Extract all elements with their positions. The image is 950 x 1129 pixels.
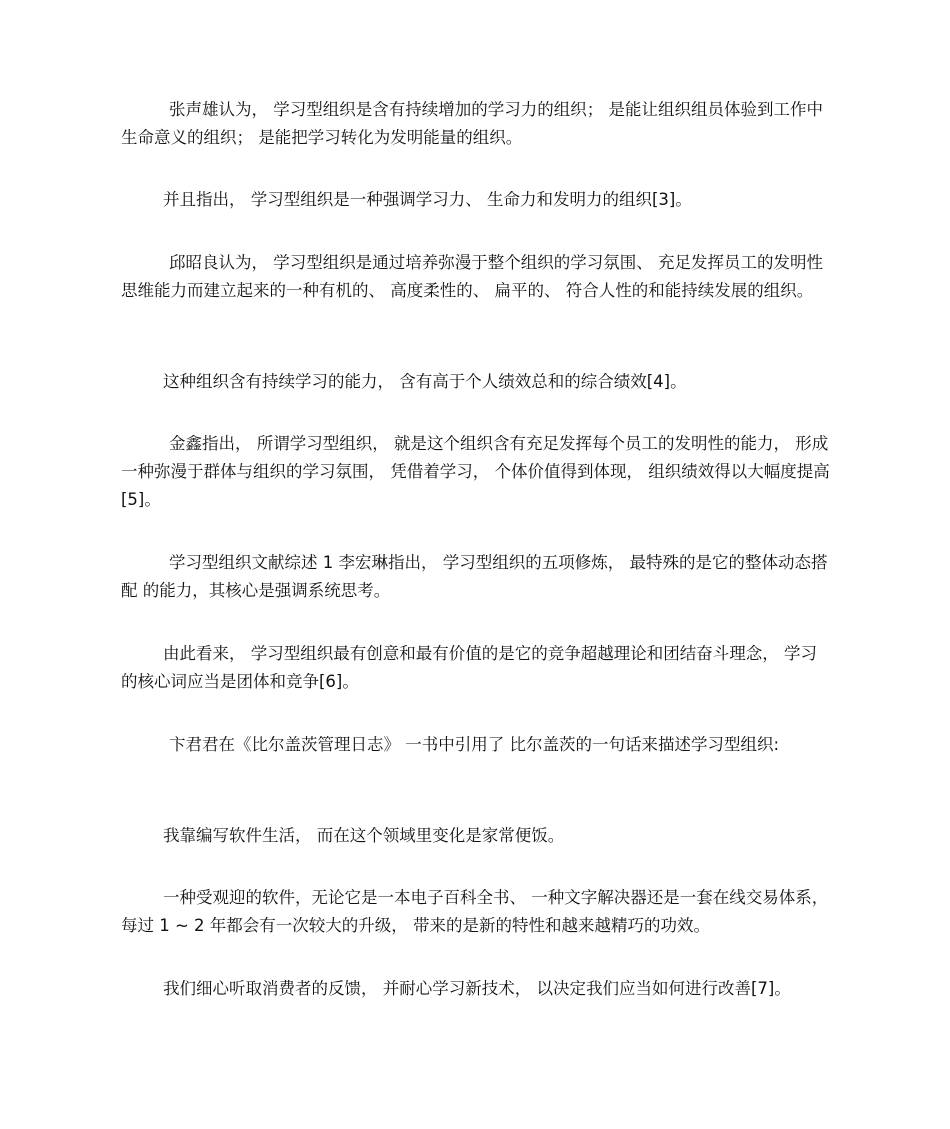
paragraph-customer-feedback: 我们细心听取消费者的反馈， 并耐心学习新技术， 以决定我们应当如何进行改善[7]。 bbox=[163, 979, 791, 998]
paragraph-zhang-shengxiong: 张声雄认为， 学习型组织是含有持续增加的学习力的组织； 是能让组织组员体验到工作中生命意义的组织； 是能把学习转化为发明能量的组织。 bbox=[121, 100, 823, 147]
paragraph-jin-xin: 金鑫指出， 所谓学习型组织， 就是这个组织含有充足发挥每个员工的发明性的能力， 形成一种弥漫于群体与组织的学习氛围， 凭借着学习， 个体价值得到体现， 组织绩效得以大幅度提高[5]。 bbox=[121, 434, 830, 509]
paragraph-qiu-zhaoliang: 邱昭良认为， 学习型组织是通过培养弥漫于整个组织的学习氛围、 充足发挥员工的发明性思维能力而建立起来的一种有机的、 高度柔性的、 扁平的、 符合人性的和能持续发展的组织。 bbox=[121, 253, 823, 300]
paragraph-learning-power: 并且指出， 学习型组织是一种强调学习力、 生命力和发明力的组织[3]。 bbox=[163, 190, 692, 209]
paragraph-li-honglin: 学习型组织文献综述 1 李宏琳指出， 学习型组织的五项修炼， 最特殊的是它的整体动态搭配 的能力，其核心是强调系统思考。 bbox=[121, 553, 828, 600]
paragraph-software-life: 我靠编写软件生活， 而在这个领域里变化是家常便饭。 bbox=[163, 826, 565, 845]
paragraph-continuous-learning: 这种组织含有持续学习的能力， 含有高于个人绩效总和的综合绩效[4]。 bbox=[163, 372, 687, 391]
paragraph-competition: 由此看来， 学习型组织最有创意和最有价值的是它的竞争超越理论和团结奋斗理念， 学习的核心词应当是团体和竞争[6]。 bbox=[121, 644, 817, 691]
paragraph-popular-software: 一种受观迎的软件，无论它是一本电子百科全书、 一种文字解决器还是一套在线交易体系， 每过 1 ~ 2 年都会有一次较大的升级， 带来的是新的特性和越来越精巧的功效。 bbox=[121, 888, 829, 935]
paragraph-bian-junjun: 卞君君在《比尔盖茨管理日志》 一书中引用了 比尔盖茨的一句话来描述学习型组织: bbox=[169, 735, 780, 754]
